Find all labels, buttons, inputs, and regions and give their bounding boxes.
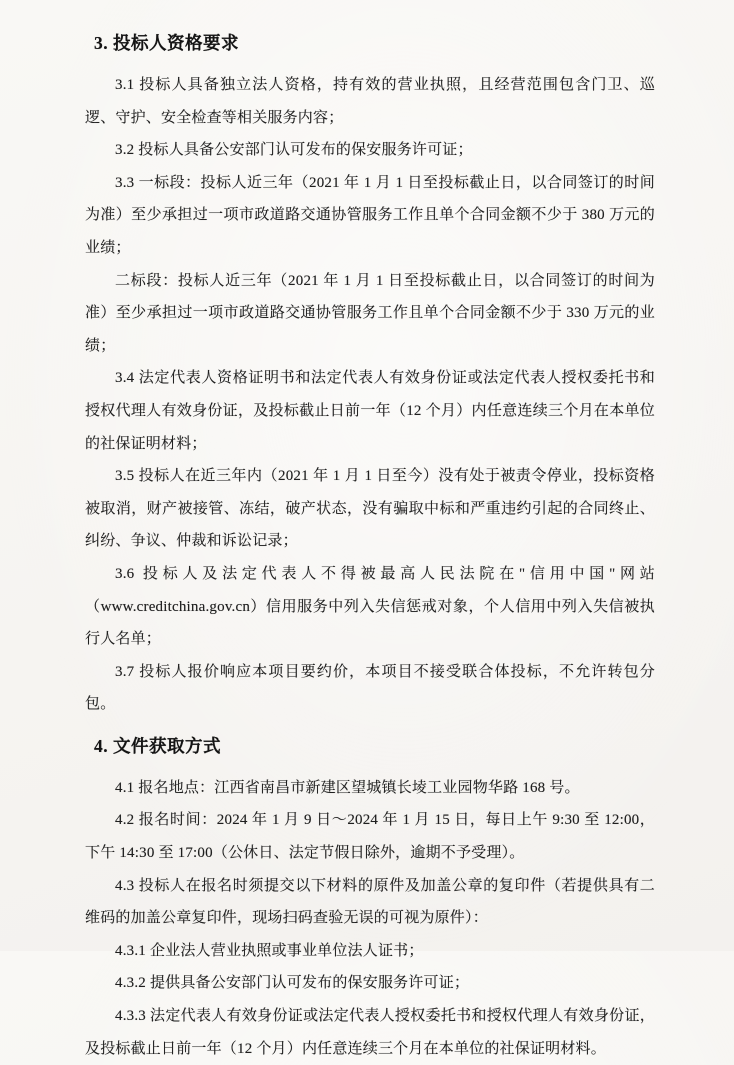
clause-4-1: 4.1 报名地点：江西省南昌市新建区望城镇长堎工业园物华路 168 号。 <box>115 779 580 796</box>
section-document-acquisition <box>85 733 655 1065</box>
section-bidder-qualification-requirements <box>85 30 655 721</box>
clause-4-3-2: 4.3.2 提供具备公安部门认可发布的保安服务许可证； <box>115 975 470 992</box>
clause-3-6: 3.6 投标人及法定代表人不得被最高人民法院在"信用中国"网站（www.creditchina.gov.cn）信用服务中列入失信惩戒对象，个人信用中列入失信被执行人名单； <box>85 565 655 648</box>
clause-3-1: 3.1 投标人具备独立法人资格，持有效的营业执照，且经营范围包含门卫、巡逻、守护、安全检查等相关服务内容； <box>85 77 655 126</box>
clause-4-3-1: 4.3.1 企业法人营业执照或事业单位法人证书； <box>115 942 424 959</box>
clause-3-3-lot-1: 3.3 一标段：投标人近三年（2021 年 1 月 1 日至投标截止日，以合同签订的时间为准）至少承担过一项市政道路交通协管服务工作且单个合同金额不少于 380 万元的业绩； <box>85 174 655 256</box>
clause-3-3-lot-2: 二标段：投标人近三年（2021 年 1 月 1 日至投标截止日，以合同签订的时间为准）至少承担过一项市政道路交通协管服务工作且单个合同金额不少于 330 万元的业绩； <box>85 272 655 354</box>
section-4-heading: 4. 文件获取方式 <box>94 735 221 756</box>
clause-3-5: 3.5 投标人在近三年内（2021 年 1 月 1 日至今）没有处于被责令停业，投标资格被取消，财产被接管、冻结，破产状态，没有骗取中标和严重违约引起的合同终止、纠纷、争议、仲裁和诉讼记录； <box>85 468 655 550</box>
document-body <box>85 0 655 1065</box>
clause-3-7: 3.7 投标人报价响应本项目要约价，本项目不接受联合体投标，不允许转包分包。 <box>85 663 655 713</box>
clause-4-2: 4.2 报名时间：2024 年 1 月 9 日～2024 年 1 月 15 日，每日上午 9:30 至 12:00，下午 14:30 至 17:00（公休日、法定节假日除外，逾期不予受理）。 <box>85 812 655 862</box>
clause-3-2: 3.2 投标人具备公安部门认可发布的保安服务许可证； <box>115 142 473 159</box>
clause-4-3-3: 4.3.3 法定代表人有效身份证或法定代表人授权委托书和授权代理人有效身份证，及投标截止日前一年（12 个月）内任意连续三个月在本单位的社保证明材料。 <box>85 1008 655 1057</box>
section-3-heading: 3. 投标人资格要求 <box>94 33 239 53</box>
clause-3-4: 3.4 法定代表人资格证明书和法定代表人有效身份证或法定代表人授权委托书和授权代理人有效身份证，及投标截止日前一年（12 个月）内任意连续三个月在本单位的社保证明材料； <box>85 370 655 452</box>
clause-4-3: 4.3 投标人在报名时须提交以下材料的原件及加盖公章的复印件（若提供具有二维码的加盖公章复印件，现场扫码查验无误的可视为原件）： <box>85 877 655 927</box>
